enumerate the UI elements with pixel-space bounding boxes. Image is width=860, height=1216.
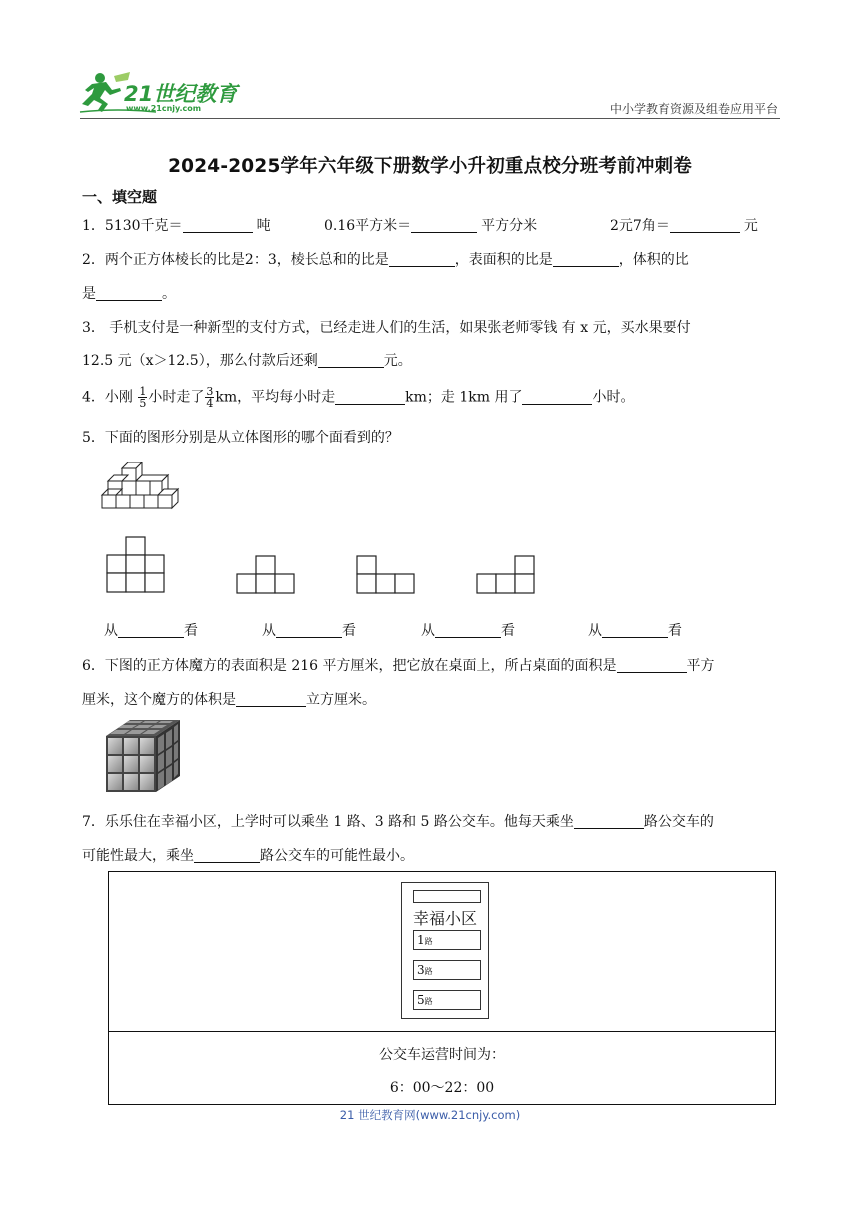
answer-blank[interactable] (389, 251, 455, 267)
question-7 (82, 811, 714, 831)
answer-blank[interactable] (96, 285, 162, 301)
operating-hours-time: 6：00～22：00 (389, 1080, 495, 1096)
q1-c-text: 2元7角＝ (610, 218, 670, 234)
question-6-cont (82, 689, 376, 709)
question-2-cont (82, 283, 176, 303)
question-4 (82, 386, 634, 409)
q2-text-a: 2．两个正方体棱长的比是2：3，棱长总和的比是 (82, 252, 389, 268)
view-figure-4 (476, 555, 536, 595)
page-title: 2024-2025学年六年级下册数学小升初重点校分班考前冲刺卷 (168, 156, 692, 177)
answer-blank[interactable] (118, 622, 184, 638)
route-sign-1: 1路 (413, 930, 481, 950)
answer-blank[interactable] (194, 847, 260, 863)
q2-text-b: ，表面积的比是 (454, 252, 553, 268)
q6-text-d: 立方厘米。 (306, 692, 376, 708)
q1-a-unit: 吨 (256, 218, 271, 234)
answer-blank[interactable] (318, 352, 384, 368)
section-heading: 一、填空题 (82, 188, 158, 206)
q7-text-b: 路公交车的 (643, 814, 714, 830)
view-label-1: 从 看 (104, 623, 198, 639)
answer-blank[interactable] (335, 389, 405, 405)
logo (78, 68, 248, 118)
question-7-cont (82, 845, 414, 865)
question-1b (324, 215, 537, 235)
logo-url: www.21cnjy.com (126, 104, 202, 113)
answer-blank[interactable] (522, 389, 592, 405)
answer-blank[interactable] (602, 622, 668, 638)
view-figure-2 (236, 555, 296, 595)
view-label-3: 从 看 (421, 623, 515, 639)
q7-text-d: 路公交车的可能性最小。 (260, 848, 414, 864)
question-1 (82, 215, 271, 235)
question-2 (82, 249, 689, 269)
stop-sign-top-bar (413, 890, 481, 903)
q2-text-c: ，体积的比 (618, 252, 689, 268)
answer-blank[interactable] (435, 622, 501, 638)
view-figure-3 (356, 555, 416, 595)
answer-blank[interactable] (236, 691, 306, 707)
rubiks-cube-image (104, 718, 182, 794)
view-label-4: 从 看 (588, 623, 682, 639)
solid-figure-diagram (100, 462, 180, 512)
q4-text-c: km，平均每小时走 (215, 389, 336, 406)
question-5: 5．下面的图形分别是从立体图形的哪个面看到的？ (82, 430, 399, 446)
view-figure-1 (106, 536, 166, 594)
fraction-three-fourths: $\frac{3}{4}$ (206, 385, 214, 410)
q3-text-a: 12.5 元（x＞12.5），那么付款后还剩 (82, 353, 318, 369)
answer-blank[interactable] (276, 622, 342, 638)
answer-blank[interactable] (411, 217, 477, 233)
route-sign-5: 5路 (413, 990, 481, 1010)
q1-b-text: 0.16平方米＝ (324, 218, 412, 234)
q7-text-a: 7．乐乐住在幸福小区，上学时可以乘坐 1 路、3 路和 5 路公交车。他每天乘坐 (82, 814, 574, 830)
header-divider (80, 118, 780, 119)
q2-text-d: 是 (82, 286, 96, 302)
route-sign-3: 3路 (413, 960, 481, 980)
q6-text-b: 平方 (686, 658, 715, 674)
q1-b-unit: 平方分米 (481, 218, 538, 234)
footer-link[interactable]: 21 世纪教育网(www.21cnjy.com) (339, 1108, 521, 1122)
q1-number: 1． (82, 218, 105, 234)
view-label-2: 从 看 (262, 623, 356, 639)
question-1c (610, 215, 758, 235)
q2-text-e: 。 (162, 286, 176, 302)
answer-blank[interactable] (183, 217, 253, 233)
q4-text-e: 小时。 (592, 389, 635, 406)
q6-text-c: 厘米，这个魔方的体积是 (82, 692, 236, 708)
question-3-cont (82, 350, 412, 370)
q3-text-b: 元。 (383, 353, 412, 369)
question-3: 3． 手机支付是一种新型的支付方式，已经走进人们的生活，如果张老师零钱 有 x 元，买水果要付 (82, 320, 691, 336)
fraction-one-fifth: $\frac{1}{5}$ (139, 385, 147, 410)
answer-blank[interactable] (574, 813, 644, 829)
question-6 (82, 655, 715, 675)
q4-text-d: km；走 1km 用了 (405, 389, 523, 406)
q1-c-unit: 元 (743, 218, 758, 234)
answer-blank[interactable] (670, 217, 740, 233)
answer-blank[interactable] (617, 657, 687, 673)
operating-hours-title: 公交车运营时间为： (379, 1047, 505, 1063)
q1-a-text: 5130千克＝ (104, 218, 183, 234)
q4-text-b: 小时走了 (148, 389, 205, 406)
stop-name: 幸福小区 (412, 909, 477, 928)
q6-text-a: 6．下图的正方体魔方的表面积是 216 平方厘米，把它放在桌面上，所占桌面的面积是 (82, 658, 617, 674)
q7-text-c: 可能性最大，乘坐 (82, 848, 194, 864)
logo-text: 21世纪教育 (124, 82, 238, 106)
q4-text-a: 4．小刚 (82, 389, 133, 406)
table-divider (108, 1031, 776, 1032)
platform-name: 中小学教育资源及组卷应用平台 (609, 102, 778, 116)
answer-blank[interactable] (553, 251, 619, 267)
